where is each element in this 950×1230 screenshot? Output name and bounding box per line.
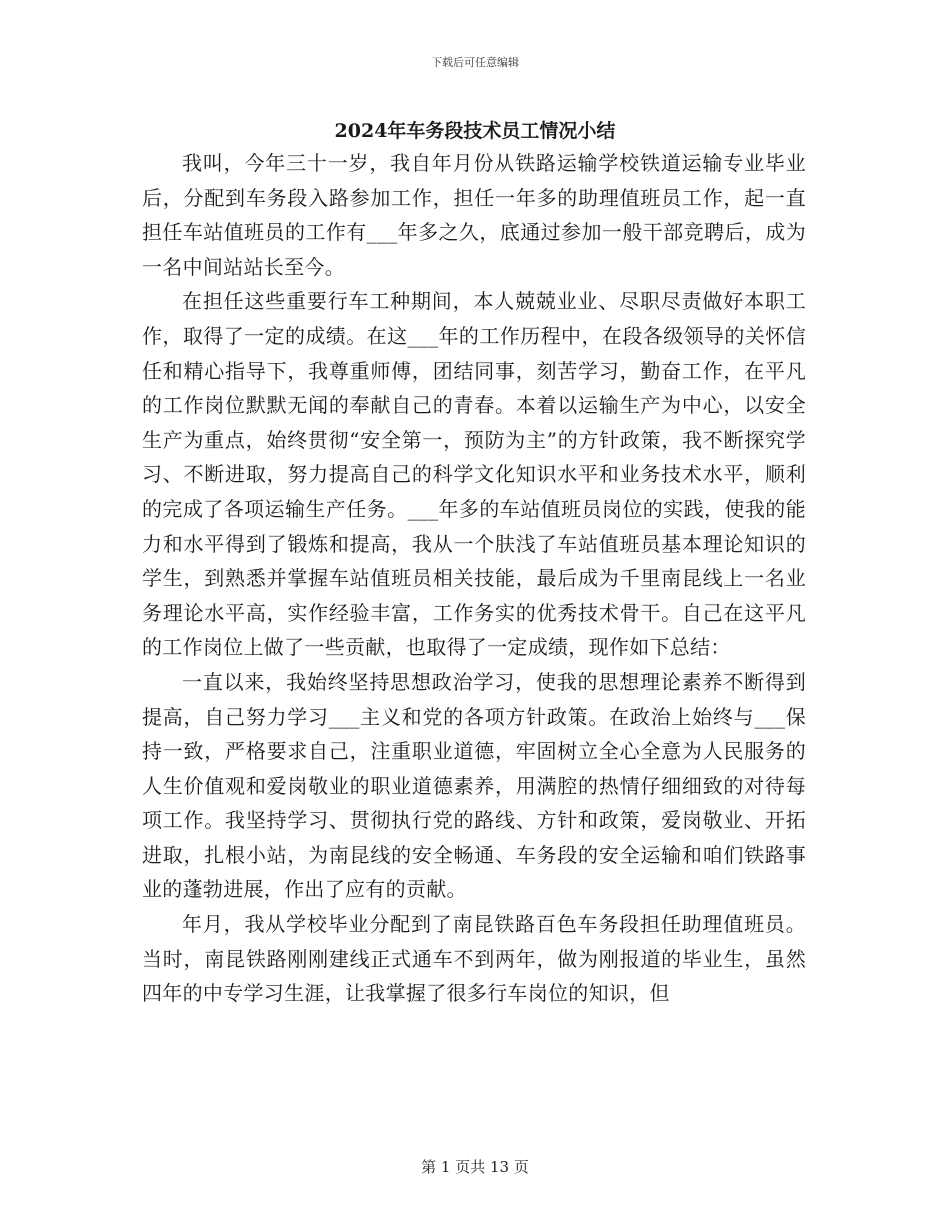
- paragraph-2: 在担任这些重要行车工种期间，本人兢兢业业、尽职尽责做好本职工作，取得了一定的成绩。在这___年的工作历程中，在段各级领导的关怀信任和精心指导下，我尊重师傅，团结同事，刻苦学习，勤奋工作，在平凡的工作岗位默默无闻的奉献自己的青春。本着以运输生产为中心，以安全生产为重点，始终贯彻“安全第一，预防为主”的方针政策，我不断探究学习、不断进取，努力提高自己的科学文化知识水平和业务技术水平，顺利的完成了各项运输生产任务。___年多的车站值班员岗位的实践，使我的能力和水平得到了锻炼和提高，我从一个肤浅了车站值班员基本理论知识的学生，到熟悉并掌握车站值班员相关技能，最后成为千里南昆线上一名业务理论水平高，实作经验丰富，工作务实的优秀技术骨干。自己在这平凡的工作岗位上做了一些贡献，也取得了一定成绩，现作如下总结：: [142, 289, 806, 660]
- document-body: [142, 146, 806, 1011]
- document-title: 2024年车务段技术员工情况小结: [334, 120, 616, 142]
- paragraph-3: 一直以来，我始终坚持思想政治学习，使我的思想理论素养不断得到提高，自己努力学习___主义和党的各项方针政策。在政治上始终与___保持一致，严格要求自己，注重职业道德，牢固树立全心全意为人民服务的人生价值观和爱岗敬业的职业道德素养，用满腔的热情仔细细致的对待每项工作。我坚持学习、贯彻执行党的路线、方针和政策，爱岗敬业、开拓进取，扎根小站，为南昆线的安全畅通、车务段的安全运输和咱们铁路事业的蓬勃进展，作出了应有的贡献。: [142, 669, 806, 902]
- header-note: 下载后可任意编辑: [431, 56, 519, 69]
- paragraph-4: 年月，我从学校毕业分配到了南昆铁路百色车务段担任助理值班员。当时，南昆铁路刚刚建线正式通车不到两年，做为刚报道的毕业生，虽然四年的中专学习生涯，让我掌握了很多行车岗位的知识，但: [142, 912, 806, 1006]
- paragraph-1: 我叫，今年三十一岁，我自年月份从铁路运输学校铁道运输专业毕业后，分配到车务段入路参加工作，担任一年多的助理值班员工作，起一直担任车站值班员的工作有___年多之久，底通过参加一般干部竞聘后，成为一名中间站站长至今。: [142, 151, 806, 279]
- page-footer: 第 1 页共 13 页: [421, 1158, 529, 1176]
